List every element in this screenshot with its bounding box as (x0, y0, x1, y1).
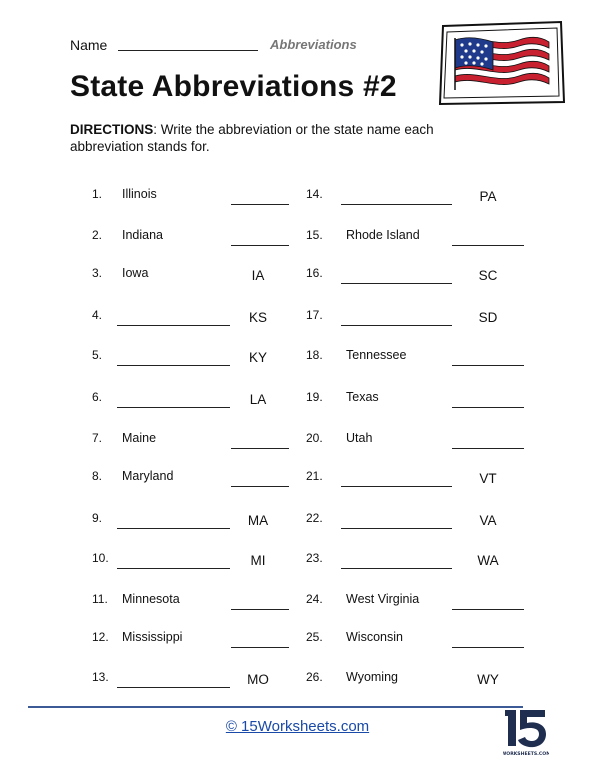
state-name: Tennessee (346, 348, 407, 362)
abbreviation: VA (479, 513, 497, 528)
state-answer-line[interactable] (341, 568, 452, 569)
name-row (70, 36, 400, 54)
state-name: Iowa (122, 266, 149, 280)
abbreviation: SC (478, 268, 498, 283)
item-number: 3. (92, 266, 103, 280)
item-number: 26. (306, 670, 323, 684)
item-number: 23. (306, 551, 323, 565)
abbreviation: LA (249, 392, 267, 407)
item-number: 10. (92, 551, 109, 565)
footer-rule (28, 706, 523, 708)
abbreviation: MO (247, 672, 269, 687)
abbreviation-answer-line[interactable] (452, 609, 524, 610)
name-label: Name (70, 37, 108, 53)
item-number: 8. (92, 469, 103, 483)
list-item (0, 348, 595, 370)
list-item (0, 670, 595, 692)
list-item (0, 511, 595, 533)
abbreviation: KS (248, 310, 267, 325)
item-number: 4. (92, 308, 103, 322)
state-name: Indiana (122, 228, 164, 242)
directions-label: DIRECTIONS (70, 122, 154, 137)
state-name: West Virginia (346, 592, 420, 606)
list-item (0, 228, 595, 250)
abbreviation: PA (479, 189, 497, 204)
abbreviation: SD (478, 310, 498, 325)
state-name: Mississippi (122, 630, 183, 644)
item-number: 17. (306, 308, 323, 322)
list-item (0, 551, 595, 573)
item-number: 5. (92, 348, 103, 362)
item-number: 1. (92, 187, 103, 201)
american-flag-icon (437, 18, 567, 106)
abbreviation-answer-line[interactable] (452, 407, 524, 408)
item-number: 15. (306, 228, 323, 242)
item-number: 21. (306, 469, 323, 483)
header-tag: Abbreviations (270, 37, 357, 52)
item-number: 24. (306, 592, 323, 606)
state-answer-line[interactable] (341, 325, 452, 326)
item-number: 13. (92, 670, 109, 684)
list-item (0, 592, 595, 614)
state-name: Wisconsin (346, 630, 403, 644)
name-field-line[interactable] (118, 50, 258, 51)
abbreviation: MI (250, 553, 266, 568)
state-answer-line[interactable] (341, 528, 452, 529)
list-item (0, 431, 595, 453)
abbreviation-answer-line[interactable] (452, 647, 524, 648)
logo-text: WORKSHEETS.COM (503, 752, 549, 757)
item-number: 14. (306, 187, 323, 201)
abbreviation: VT (479, 471, 497, 486)
state-name: Illinois (122, 187, 157, 201)
item-number: 7. (92, 431, 103, 445)
item-number: 19. (306, 390, 323, 404)
item-number: 11. (92, 592, 108, 606)
state-name: Texas (346, 390, 379, 404)
item-number: 20. (306, 431, 323, 445)
abbreviation: MA (247, 513, 269, 528)
list-item (0, 308, 595, 330)
footer-link[interactable]: © 15Worksheets.com (225, 718, 370, 735)
15worksheets-logo-icon (503, 708, 549, 760)
item-number: 12. (92, 630, 109, 644)
item-number: 25. (306, 630, 323, 644)
list-item (0, 469, 595, 491)
item-number: 2. (92, 228, 103, 242)
abbreviation-answer-line[interactable] (452, 448, 524, 449)
state-name: Minnesota (122, 592, 180, 606)
state-name: Utah (346, 431, 373, 445)
abbreviation-answer-line[interactable] (452, 365, 524, 366)
item-number: 16. (306, 266, 323, 280)
page-title: State Abbreviations #2 (70, 70, 397, 103)
abbreviation: KY (248, 350, 267, 365)
item-number: 9. (92, 511, 103, 525)
directions (70, 121, 490, 155)
state-name: Rhode Island (346, 228, 420, 242)
list-item (0, 266, 595, 288)
state-answer-line[interactable] (341, 283, 452, 284)
item-number: 22. (306, 511, 323, 525)
state-answer-line[interactable] (341, 486, 452, 487)
list-item (0, 390, 595, 412)
item-number: 6. (92, 390, 103, 404)
abbreviation: IA (251, 268, 265, 283)
state-name: Maine (122, 431, 157, 445)
abbreviation: WY (477, 672, 499, 687)
state-name: Maryland (122, 469, 174, 483)
list-item (0, 630, 595, 652)
abbreviation-answer-line[interactable] (452, 245, 524, 246)
state-answer-line[interactable] (341, 204, 452, 205)
list-item (0, 187, 595, 209)
directions-text: : Write the abbreviation or the state name each abbreviation stands for. (70, 122, 434, 154)
item-number: 18. (306, 348, 323, 362)
abbreviation: WA (477, 553, 499, 568)
state-name: Wyoming (346, 670, 398, 684)
